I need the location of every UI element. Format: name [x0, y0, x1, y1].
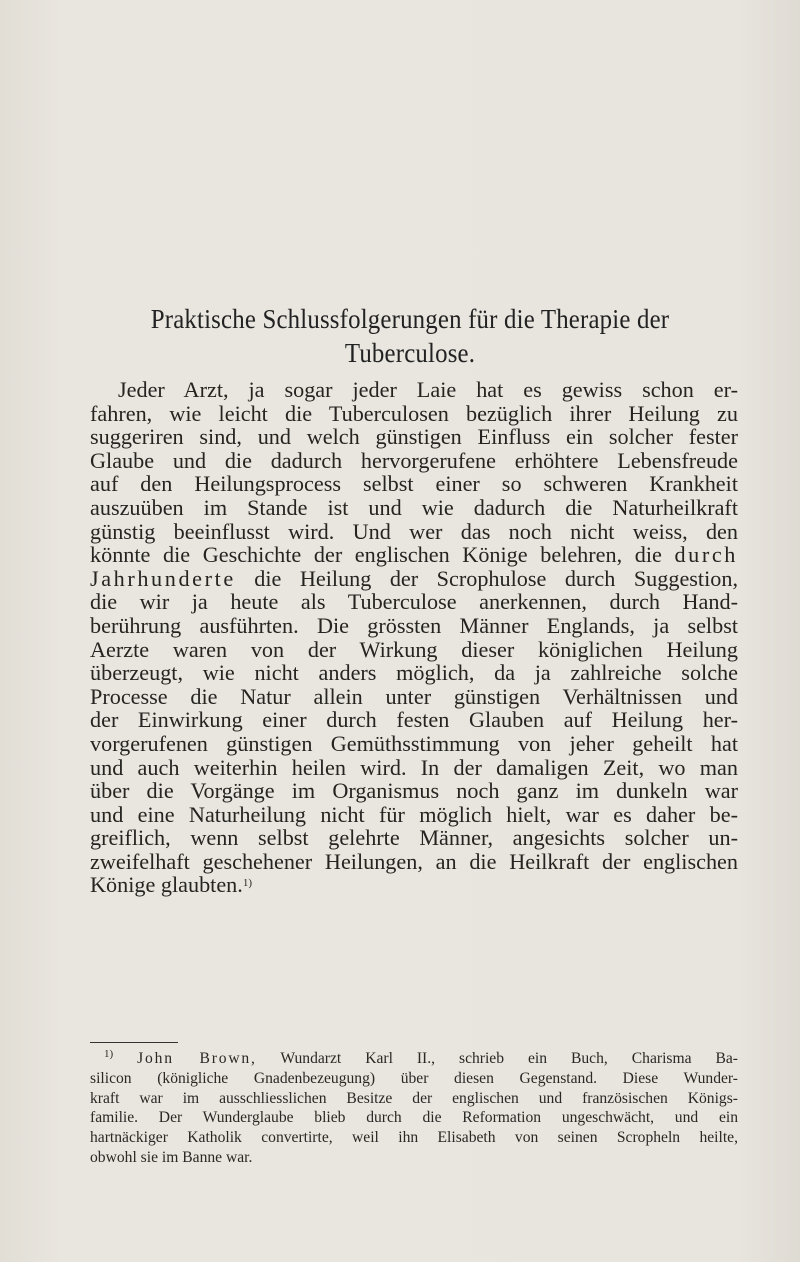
body-line-last [90, 873, 738, 897]
body-line: suggeriren sind, und welch günstigen Einfluss ein solcher fester [90, 424, 738, 450]
emphasis-durch: durch [674, 542, 738, 568]
body-line: und auch weiterhin heilen wird. In der damaligen Zeit, wo man [90, 754, 738, 780]
body-line: auszuüben im Stande ist und wie dadurch die Naturheilkraft [90, 494, 738, 520]
footnote-line-last: obwohl sie im Banne war. [90, 1148, 253, 1166]
footnote-reference: 1) [242, 877, 252, 890]
body-line: der Einwirkung einer durch festen Glauben auf Heilung her- [90, 707, 738, 733]
footnote-line: familie. Der Wunderglaube blieb durch die Reformation ungeschwächt, und ein [90, 1109, 738, 1127]
footnote-marker: 1) [104, 1048, 114, 1060]
chapter-heading-line-1: Praktische Schlussfolgerungen für die Therapie der [150, 304, 670, 334]
body-line: vorgerufenen günstigen Gemüthsstimmung von jeher geheilt hat [90, 730, 738, 756]
chapter-heading [88, 302, 732, 370]
body-line: überzeugt, wie nicht anders möglich, da ja zahlreiche solche [90, 660, 738, 686]
body-line: auf den Heilungsprocess selbst einer so schweren Krankheit [90, 471, 738, 497]
body-paragraph [90, 378, 738, 897]
body-line: zweifelhaft geschehener Heilungen, an die Heilkraft der englischen [90, 848, 738, 874]
body-line: die wir ja heute als Tuberculose anerkennen, durch Hand- [90, 589, 738, 615]
body-line-with-emphasis [90, 543, 738, 567]
emphasis-jahrhunderte: Jahrhunderte [90, 565, 236, 591]
body-line: berührung ausführten. Die grössten Männer Englands, ja selbst [90, 612, 738, 638]
chapter-heading-line-2: Tuberculose. [344, 338, 476, 368]
footnote-divider [90, 1042, 178, 1043]
body-line: Jeder Arzt, ja sogar jeder Laie hat es gewiss schon er- [118, 377, 738, 402]
footnote-line: hartnäckiger Katholik convertirte, weil ihn Elisabeth von seinen Scropheln heilte, [90, 1129, 738, 1147]
body-line: Aerzte waren von der Wirkung dieser königlichen Heilung [90, 636, 738, 662]
footnote [90, 1049, 738, 1168]
body-text-segment: könnte die Geschichte der englischen Könige belehren, die [90, 542, 662, 568]
body-line: und eine Naturheilung nicht für möglich hielt, war es daher be- [90, 801, 738, 827]
footnote-text-segment: Wundarzt Karl II., schrieb ein Buch, Charisma Ba- [280, 1050, 738, 1067]
body-text-segment: die Heilung der Scrophulose durch Suggestion, [254, 565, 738, 591]
body-text-segment: Könige glaubten. [90, 872, 243, 898]
footnote-author-name: John Brown, [137, 1050, 257, 1067]
body-line: fahren, wie leicht die Tuberculosen bezüglich ihrer Heilung zu [90, 400, 738, 426]
footnote-line: kraft war im ausschliesslichen Besitze der englischen und französischen Königs- [90, 1089, 738, 1107]
body-line: Glaube und die dadurch hervorgerufene erhöhtere Lebensfreude [90, 447, 738, 473]
body-line-with-emphasis [90, 567, 738, 591]
body-line: über die Vorgänge im Organismus noch ganz im dunkeln war [90, 778, 738, 804]
body-line: Processe die Natur allein unter günstigen Verhältnissen und [90, 683, 738, 709]
body-line: greiflich, wenn selbst gelehrte Männer, angesichts solcher un- [90, 825, 738, 851]
body-line: günstig beeinflusst wird. Und wer das noch nicht weiss, den [90, 518, 738, 544]
footnote-line: silicon (königliche Gnadenbezeugung) über diesen Gegenstand. Diese Wunder- [90, 1069, 738, 1087]
footnote-line [90, 1049, 738, 1069]
